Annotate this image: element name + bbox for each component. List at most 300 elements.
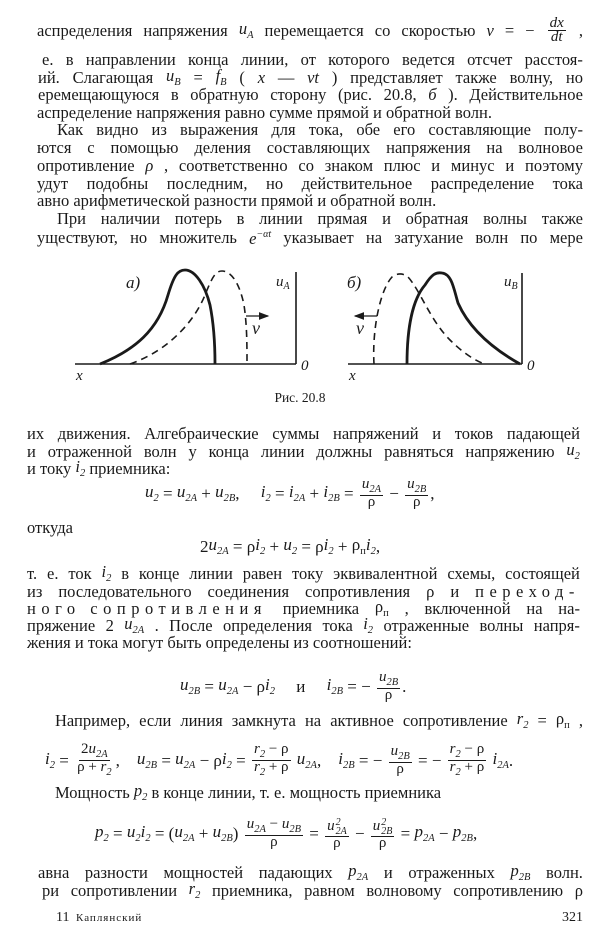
text-run: − bbox=[265, 741, 282, 757]
subscript: 2A bbox=[217, 545, 229, 557]
symbol-base: u bbox=[407, 476, 415, 492]
sub-sup bbox=[381, 818, 392, 836]
subscript: 2 bbox=[259, 749, 266, 760]
subscript: 2B bbox=[289, 824, 301, 835]
math-symbol bbox=[516, 708, 529, 731]
symbol-base: i bbox=[492, 748, 498, 768]
text-run: 2 bbox=[81, 741, 89, 757]
origin-label: 0 bbox=[301, 358, 309, 374]
subscript: A bbox=[247, 29, 254, 41]
symbol-base: r bbox=[253, 759, 260, 775]
math-symbol bbox=[260, 481, 271, 504]
math-symbol bbox=[351, 534, 366, 557]
fraction bbox=[377, 671, 400, 702]
subscript: 2B bbox=[331, 685, 344, 697]
panel-label: б) bbox=[347, 273, 362, 292]
symbol-base: i bbox=[265, 674, 270, 694]
symbol-base: u bbox=[283, 534, 292, 554]
symbol-base: x bbox=[257, 68, 266, 87]
symbol-base: u bbox=[88, 741, 97, 757]
symbol-base: ρ bbox=[315, 537, 324, 556]
math-symbol bbox=[413, 494, 421, 510]
text-run: ) bbox=[232, 824, 243, 843]
fraction bbox=[405, 478, 428, 509]
text-run: + bbox=[84, 759, 101, 775]
math-symbol bbox=[253, 759, 266, 778]
symbol-base: r bbox=[100, 759, 107, 775]
math-symbol bbox=[88, 741, 108, 760]
symbol-base: i bbox=[288, 481, 294, 501]
fraction bbox=[252, 743, 291, 778]
text-run: . bbox=[402, 677, 407, 696]
math-symbol bbox=[215, 481, 236, 504]
symbol-base: ρ bbox=[256, 677, 266, 696]
math-symbol bbox=[396, 761, 404, 777]
text-line: удут подобны последним, но действительное распределение тока bbox=[37, 174, 583, 193]
text-run: = − bbox=[354, 751, 387, 770]
math-symbol bbox=[390, 743, 410, 762]
math-symbol bbox=[378, 669, 399, 688]
equation bbox=[45, 741, 514, 778]
text-run: + bbox=[194, 824, 213, 843]
subscript: 2B bbox=[381, 825, 393, 837]
symbol-base: u bbox=[281, 816, 290, 832]
text-line: При наличии потерь в линии прямая и обратная волны также bbox=[57, 209, 583, 228]
text-line: ий. Слагающая $u_B$ = $f_B$ ( x — vt ) представляет также волну, но bbox=[38, 65, 583, 88]
symbol-base: ρ bbox=[77, 759, 85, 775]
symbol-base: ρ bbox=[333, 834, 341, 851]
symbol-base: i bbox=[323, 534, 329, 554]
fraction bbox=[448, 743, 487, 778]
subscript: 2 bbox=[153, 492, 159, 504]
subscript: 2 bbox=[367, 624, 374, 636]
fraction-denominator bbox=[331, 834, 343, 851]
text-run: и току bbox=[27, 459, 76, 478]
math-symbol bbox=[492, 748, 509, 771]
symbol-base: i bbox=[260, 481, 266, 501]
subscript: 2A bbox=[96, 749, 108, 760]
symbol-base: r bbox=[188, 878, 196, 898]
math-symbol bbox=[281, 759, 289, 775]
math-symbol bbox=[414, 821, 435, 844]
text-line bbox=[37, 193, 436, 208]
text-run: приемника: bbox=[85, 459, 171, 478]
math-symbol bbox=[379, 835, 387, 851]
fraction-denominator bbox=[549, 31, 565, 44]
subscript: п bbox=[564, 719, 570, 731]
panel-label: а) bbox=[126, 273, 141, 292]
math-symbol bbox=[136, 748, 158, 771]
symbol-base: ρ bbox=[270, 834, 278, 850]
math-symbol bbox=[327, 816, 347, 837]
math-symbol bbox=[249, 230, 271, 246]
symbol-base: ρ bbox=[426, 582, 435, 601]
math-symbol bbox=[258, 70, 265, 85]
text-run: = bbox=[231, 751, 250, 770]
symbol-base: ρ bbox=[367, 494, 376, 510]
math-symbol bbox=[180, 674, 201, 697]
text-run: + bbox=[305, 484, 324, 503]
fraction-denominator bbox=[448, 761, 487, 778]
figure-b bbox=[347, 273, 535, 384]
text-run: = − bbox=[343, 677, 375, 696]
text-line bbox=[27, 456, 171, 479]
math-symbol bbox=[323, 481, 340, 504]
text-run: = bbox=[54, 751, 74, 770]
math-symbol bbox=[449, 759, 461, 778]
math-symbol bbox=[361, 476, 382, 495]
fraction-denominator bbox=[394, 763, 406, 776]
text-run: + bbox=[265, 537, 284, 556]
text-run: = bbox=[270, 484, 289, 503]
text-run: + bbox=[333, 537, 352, 556]
subscript: 2B bbox=[414, 484, 427, 495]
symbol-base: i bbox=[255, 534, 260, 554]
symbol-base: u bbox=[175, 748, 184, 768]
text-run: Мощность bbox=[55, 783, 134, 802]
text-line: еремещающуюся в обратную сторону (рис. 20.8, б ). Действительное bbox=[38, 85, 583, 104]
text-run: авно арифметической разности прямой и обратной волн. bbox=[37, 191, 437, 210]
symbol-base: r bbox=[449, 741, 456, 757]
symbol-base: i bbox=[323, 481, 329, 501]
symbol-base: p bbox=[510, 860, 519, 880]
page-number: 321 bbox=[562, 910, 583, 925]
subscript: 2B bbox=[221, 832, 233, 844]
symbol-base: i bbox=[338, 748, 343, 768]
text-run: = bbox=[297, 537, 316, 556]
math-symbol bbox=[133, 780, 148, 803]
subscript: 2 bbox=[135, 832, 141, 844]
subscript: 2 bbox=[142, 791, 148, 803]
symbol-base: u bbox=[246, 816, 255, 832]
subscript: 2 bbox=[226, 759, 232, 771]
text-run: = bbox=[158, 484, 177, 503]
math-symbol bbox=[315, 539, 323, 554]
subscript: 2B bbox=[518, 871, 531, 883]
subscript: 2A bbox=[183, 759, 196, 771]
math-symbol bbox=[221, 748, 232, 771]
fraction bbox=[389, 745, 412, 776]
symbol-base: ρ bbox=[476, 741, 485, 757]
subscript: 2A bbox=[305, 759, 317, 771]
subscript: 2 bbox=[103, 832, 109, 844]
math-symbol bbox=[100, 759, 112, 778]
math-symbol bbox=[188, 878, 201, 901]
fraction-denominator bbox=[268, 836, 280, 849]
symbol-base: r bbox=[516, 708, 524, 728]
subscript: 2 bbox=[49, 759, 55, 771]
symbol-base: u bbox=[372, 817, 381, 834]
text-run: , bbox=[235, 484, 261, 503]
fraction-denominator bbox=[383, 689, 395, 702]
text-run: в конце линии, т. е. мощность приемника bbox=[147, 783, 442, 802]
subscript: 2 bbox=[455, 749, 461, 760]
math-symbol bbox=[365, 534, 376, 557]
symbol-base: i bbox=[101, 561, 107, 581]
symbol-base: ρ bbox=[374, 596, 384, 616]
symbol-base: ρ bbox=[351, 534, 361, 554]
text-run: , bbox=[430, 484, 435, 503]
math-symbol bbox=[296, 748, 317, 771]
text-run: − bbox=[434, 824, 453, 843]
symbol-base: u bbox=[174, 821, 183, 841]
symbol-base: p bbox=[452, 821, 462, 841]
math-symbol bbox=[372, 816, 393, 837]
fraction bbox=[245, 818, 303, 849]
text-run: = bbox=[339, 484, 358, 503]
subscript: 2 bbox=[269, 685, 275, 697]
subscript: 2 bbox=[259, 545, 266, 557]
symbol-base: ρ bbox=[213, 751, 222, 770]
math-symbol bbox=[333, 835, 341, 851]
symbol-base: i bbox=[45, 748, 50, 768]
text-run: − bbox=[238, 677, 257, 696]
math-symbol bbox=[323, 534, 334, 557]
symbol-base: u bbox=[390, 743, 399, 759]
math-symbol bbox=[253, 741, 266, 760]
math-symbol bbox=[140, 821, 151, 844]
symbol-base: u bbox=[212, 821, 222, 841]
subscript: 2B bbox=[188, 685, 201, 697]
subscript: 2B bbox=[342, 759, 355, 771]
symbol-base: dt bbox=[550, 29, 563, 45]
symbol-base: ρ bbox=[396, 761, 404, 777]
fraction-denominator bbox=[377, 834, 389, 851]
math-symbol bbox=[126, 821, 141, 844]
symbol-base: e bbox=[249, 228, 257, 248]
fraction-denominator bbox=[366, 496, 378, 509]
subscript: 2A bbox=[254, 824, 266, 835]
subscript: 2A bbox=[132, 624, 145, 636]
text-line: ются с помощью деления составляющих напряжения на волновое bbox=[37, 138, 583, 157]
fraction-denominator bbox=[411, 496, 423, 509]
text-line: ри сопротивлении $r_2$ приемника, равном волновому сопротивлению ρ bbox=[42, 878, 583, 901]
math-symbol bbox=[575, 883, 583, 898]
subscript: 2B bbox=[223, 492, 236, 504]
symbol-base: vt bbox=[307, 68, 320, 87]
subscript: 2 bbox=[259, 767, 266, 778]
symbol-base: r bbox=[253, 741, 260, 757]
subscript: 2A bbox=[356, 871, 369, 883]
math-symbol bbox=[257, 679, 265, 694]
axis-label-base: u bbox=[276, 274, 284, 290]
text-run: = − bbox=[413, 751, 446, 770]
symbol-base: ρ bbox=[281, 741, 289, 757]
spaced-term: переход- bbox=[475, 582, 580, 601]
subscript: 2 bbox=[455, 767, 461, 778]
text-line: Например, если линия замкнута на активное сопротивление $r_2$ = $\rho_п$ , bbox=[55, 708, 583, 731]
math-symbol bbox=[555, 708, 570, 731]
math-symbol bbox=[385, 687, 393, 703]
math-symbol bbox=[288, 481, 306, 504]
subscript: 2 bbox=[574, 450, 580, 462]
text-run: − bbox=[385, 484, 404, 503]
text-run: = bbox=[108, 824, 127, 843]
text-run: − bbox=[350, 824, 369, 843]
symbol-base: u bbox=[296, 748, 306, 768]
figure-caption: Рис. 20.8 bbox=[274, 390, 326, 405]
symbol-base: u bbox=[378, 669, 387, 685]
math-symbol bbox=[338, 748, 355, 771]
text-run: = bbox=[228, 537, 247, 556]
math-symbol bbox=[75, 456, 86, 479]
symbol-base: p bbox=[414, 821, 423, 841]
superscript: 2 bbox=[335, 816, 341, 828]
equation bbox=[145, 476, 435, 510]
symbol-base: u bbox=[566, 439, 575, 459]
text-run: + bbox=[460, 759, 477, 775]
text-line: пряжение 2 $u_{2A}$ . После определения тока $i_2$ отраженные волны напря- bbox=[27, 613, 580, 636]
subscript: 2 bbox=[265, 492, 271, 504]
subscript: п bbox=[360, 545, 366, 557]
text-line: Как видно из выражения для тока, обе его составляющие полу- bbox=[57, 120, 583, 139]
text-line bbox=[27, 520, 73, 535]
subscript: 2B bbox=[461, 832, 473, 844]
math-symbol bbox=[348, 860, 369, 883]
subscript: 2 bbox=[328, 545, 334, 557]
text-line: уществуют, но множитель $e^{-\alpha t}$ указывает на затухание волн по мере bbox=[37, 228, 583, 248]
math-symbol bbox=[174, 821, 195, 844]
subscript: B bbox=[220, 76, 227, 88]
text-run: = bbox=[305, 824, 324, 843]
text-run: , bbox=[316, 751, 339, 770]
text-line: авна разности мощностей падающих $p_{2A}$ и отраженных $p_{2B}$ волн. bbox=[38, 860, 583, 883]
superscript: −αt bbox=[256, 228, 272, 240]
math-symbol bbox=[566, 439, 580, 462]
symbol-base: u bbox=[126, 821, 136, 841]
fraction bbox=[325, 818, 349, 850]
subscript: 2B bbox=[145, 759, 158, 771]
symbol-base: ρ bbox=[555, 708, 565, 728]
axis-label-base: u bbox=[504, 274, 512, 290]
symbol-base: u bbox=[218, 674, 227, 694]
text-run: − bbox=[195, 751, 214, 770]
fraction bbox=[371, 818, 395, 850]
math-symbol bbox=[281, 741, 289, 757]
text-run: = ( bbox=[150, 824, 175, 843]
text-line bbox=[55, 780, 442, 803]
solid-wave-curve bbox=[100, 270, 215, 364]
symbol-base: ρ bbox=[412, 494, 421, 510]
subscript: 2A bbox=[369, 484, 382, 495]
symbol-base: p bbox=[348, 860, 357, 880]
author-name: Каплянский bbox=[76, 912, 143, 924]
symbol-base: u bbox=[327, 817, 335, 834]
math-symbol bbox=[77, 759, 85, 775]
text-line bbox=[37, 105, 492, 120]
text-run: откуда bbox=[27, 518, 73, 537]
text-line: и отраженной волн у конца линии должны равняться напряжению $u_2$ bbox=[27, 439, 580, 462]
symbol-base: б bbox=[428, 85, 437, 104]
subscript: B bbox=[174, 76, 181, 88]
text-line bbox=[27, 635, 412, 650]
math-symbol bbox=[283, 534, 298, 557]
math-symbol bbox=[101, 561, 112, 584]
symbol-base: dx bbox=[549, 15, 564, 31]
symbol-base: u bbox=[166, 65, 175, 85]
text-line: ного сопротивления приемника $\rho_п$ , включенной на на- bbox=[27, 596, 580, 619]
text-run: 2 bbox=[200, 537, 209, 556]
subscript: п bbox=[383, 607, 389, 619]
math-symbol bbox=[449, 741, 461, 760]
math-symbol bbox=[176, 481, 198, 504]
math-symbol bbox=[452, 821, 473, 844]
subscript: 2 bbox=[145, 832, 151, 844]
symbol-base: ρ bbox=[476, 759, 485, 775]
text-run: и bbox=[275, 677, 327, 696]
subscript: 2 bbox=[370, 545, 376, 557]
symbol-base: ρ bbox=[281, 759, 289, 775]
signature-mark: 11 bbox=[56, 910, 70, 925]
sub-sup bbox=[336, 818, 347, 836]
math-symbol bbox=[487, 23, 494, 38]
symbol-base: u bbox=[208, 534, 217, 554]
subscript: 2B bbox=[328, 492, 340, 504]
text-run: , bbox=[115, 751, 137, 770]
fraction bbox=[548, 17, 566, 44]
text-line: их движения. Алгебраические суммы напряжений и токов падающей bbox=[27, 424, 580, 443]
math-symbol bbox=[428, 87, 436, 102]
symbol-base: u bbox=[180, 674, 189, 694]
math-symbol bbox=[307, 70, 319, 85]
text-line: е. в направлении конца линии, от которого ведется отсчет расстоя- bbox=[42, 50, 583, 69]
superscript: 2 bbox=[381, 816, 387, 828]
symbol-base: i bbox=[365, 534, 371, 554]
math-symbol bbox=[218, 674, 239, 697]
dashed-wave-curve bbox=[130, 271, 247, 364]
math-symbol bbox=[281, 816, 301, 835]
math-symbol bbox=[265, 674, 275, 697]
math-symbol bbox=[212, 821, 233, 844]
subscript: 2A bbox=[182, 832, 195, 844]
text-run: , bbox=[375, 537, 381, 556]
math-symbol bbox=[246, 816, 266, 835]
text-run: аспределение напряжения равно сумме прямой и обратной волн. bbox=[37, 103, 492, 122]
text-run: − bbox=[265, 816, 282, 832]
symbol-base: v bbox=[486, 21, 494, 40]
math-symbol bbox=[238, 18, 254, 41]
text-run: − bbox=[460, 741, 477, 757]
subscript: 2A bbox=[423, 832, 435, 844]
axis-label bbox=[276, 274, 291, 292]
symbol-base: u bbox=[136, 748, 146, 768]
symbol-base: u bbox=[145, 481, 154, 501]
symbol-base: ρ bbox=[246, 537, 256, 556]
subscript: 2 bbox=[106, 767, 112, 778]
math-symbol bbox=[368, 494, 376, 510]
symbol-base: r bbox=[449, 759, 456, 775]
velocity-label: v bbox=[356, 318, 364, 338]
text-run: = bbox=[396, 824, 415, 843]
figure-a bbox=[75, 270, 309, 384]
math-symbol bbox=[326, 674, 344, 697]
fraction-denominator bbox=[75, 761, 114, 778]
symbol-base: f bbox=[215, 65, 221, 85]
axis-label-sub: A bbox=[283, 281, 290, 292]
text-line: т. е. ток $i_2$ в конце линии равен току эквивалентной схемы, состоящей bbox=[27, 561, 580, 584]
symbol-base: u bbox=[176, 481, 186, 501]
text-line: аспределения напряжения $u_A$ перемещается со скоростью v = − $\frac{dx}{dt}$ , bbox=[37, 15, 583, 45]
text-run: . bbox=[508, 751, 514, 770]
subscript: 2 bbox=[291, 545, 298, 557]
math-symbol bbox=[145, 158, 153, 173]
symbol-base: i bbox=[221, 748, 227, 768]
subscript: 2A bbox=[226, 685, 239, 697]
subscript: 2A bbox=[335, 825, 347, 837]
subscript: 2 bbox=[79, 467, 86, 479]
fraction-denominator bbox=[252, 761, 291, 778]
math-symbol bbox=[213, 753, 221, 768]
